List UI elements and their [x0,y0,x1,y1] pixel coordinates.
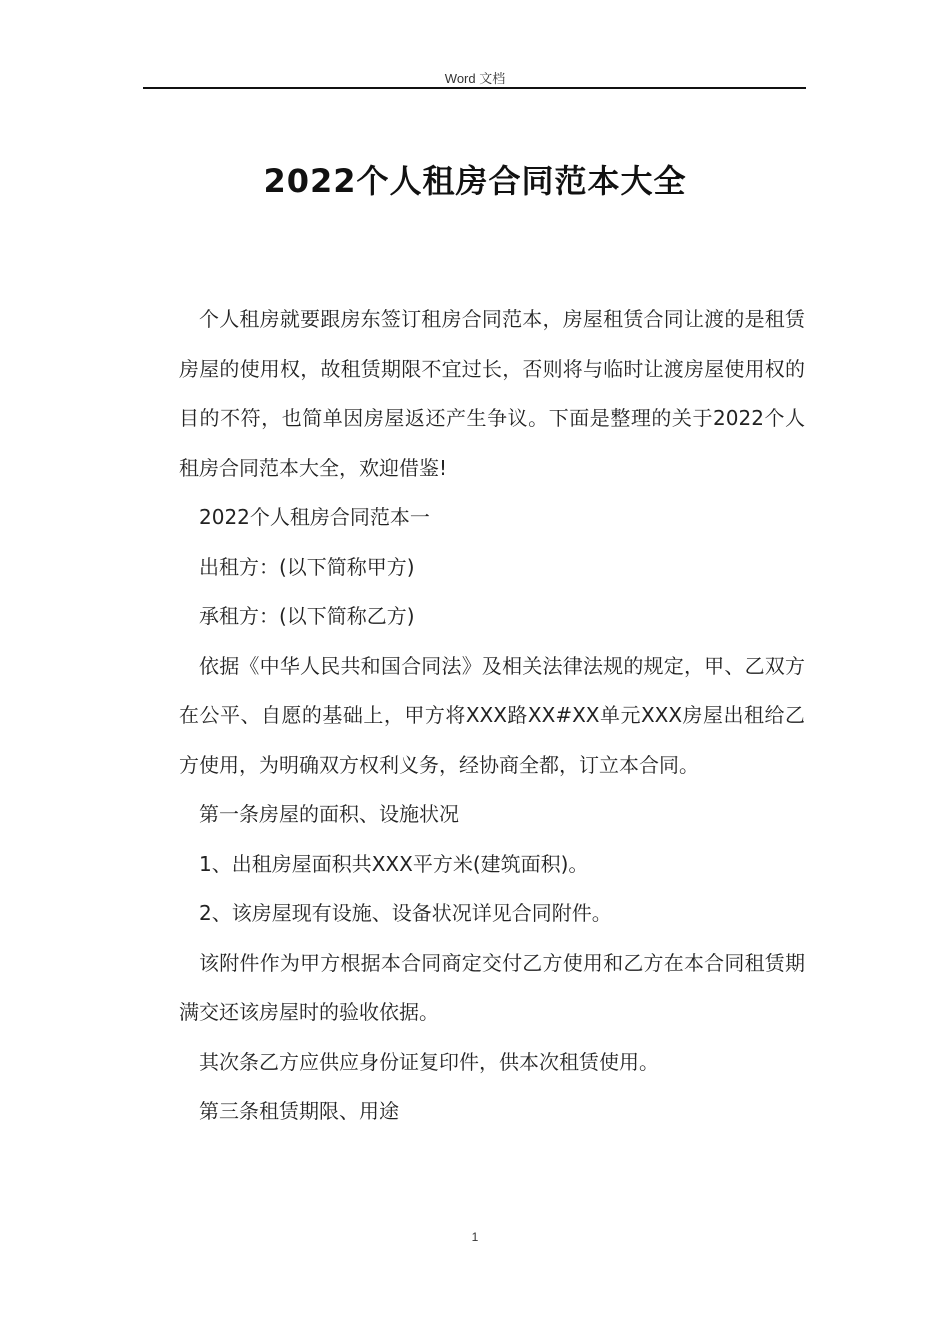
document-body [179,295,805,1137]
page-header-label: Word 文档 [444,71,506,86]
paragraph-item-2: 2、该房屋现有设施、设备状况详见合同附件。 [199,901,612,925]
document-title: 2022个人租房合同范本大全 [263,162,687,200]
page-number: 1 [471,1230,479,1244]
paragraph-item-1: 1、出租房屋面积共XXX平方米(建筑面积)。 [199,851,589,876]
paragraph-lessee: 承租方：(以下简称乙方) [199,604,415,628]
header-rule [143,87,806,89]
paragraph-article-2: 其次条乙方应供应身份证复印件，供本次租赁使用。 [199,1049,659,1074]
paragraph-sample-heading: 2022个人租房合同范本一 [199,505,430,529]
paragraph-basis: 依据《中华人民共和国合同法》及相关法律法规的规定，甲、乙双方在公平、自愿的基础上，甲方将XXX路XX#XX单元XXX房屋出租给乙方使用，为明确双方权利义务，经协商全都，订立本合同。 [179,653,805,777]
paragraph-article-3: 第三条租赁期限、用途 [199,1099,399,1123]
paragraph-lessor: 出租方：(以下简称甲方) [199,554,415,579]
paragraph-intro: 个人租房就要跟房东签订租房合同范本，房屋租赁合同让渡的是租赁房屋的使用权，故租赁期限不宜过长，否则将与临时让渡房屋使用权的目的不符，也简单因房屋返还产生争议。下面是整理的关于2022个人租房合同范本大全，欢迎借鉴! [179,307,805,480]
paragraph-article-1: 第一条房屋的面积、设施状况 [199,802,459,826]
paragraph-attachment: 该附件作为甲方根据本合同商定交付乙方使用和乙方在本合同租赁期满交还该房屋时的验收依据。 [179,950,805,1024]
